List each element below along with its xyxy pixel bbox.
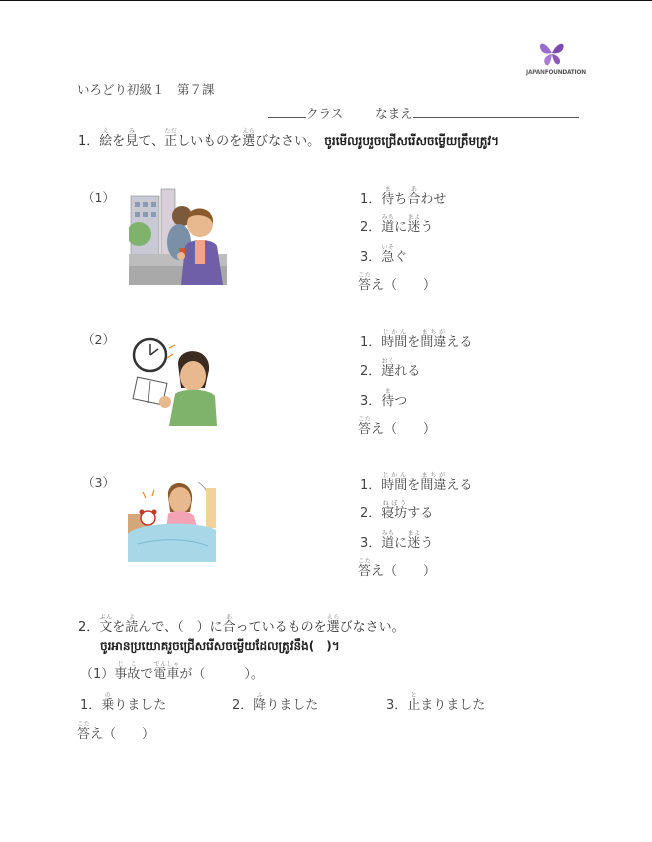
late-man-illustration (131, 336, 217, 426)
option[interactable]: 2．道みちに迷まよう (360, 214, 434, 235)
furigana-word: 待ま (381, 388, 395, 409)
furigana-word: 待ま (381, 186, 395, 207)
furigana-word: 止と (407, 692, 421, 713)
option[interactable]: 2．降ふりました (232, 692, 319, 713)
furigana-word: 時間じかん (381, 329, 408, 350)
option[interactable]: 3．急いそぐ (360, 244, 408, 265)
name-blank[interactable] (413, 104, 579, 118)
answer-label: 答こた (358, 558, 372, 579)
furigana-word: 絵え (99, 128, 113, 149)
furigana-word: 寝坊ねぼう (381, 500, 408, 521)
question-label: （2） (82, 332, 115, 347)
oversleeping-woman-illustration (128, 474, 216, 562)
furigana-word: 間違まちが (420, 329, 447, 350)
class-label: クラス (306, 106, 344, 121)
class-name-line (268, 104, 579, 122)
option[interactable]: 3．止とまりました (386, 692, 486, 713)
furigana-word: 遅おく (381, 358, 395, 379)
furigana-word: 文ぶん (99, 614, 113, 635)
section1-instruction-khmer: ចូរមើលរូបរួចជ្រើសរើសចម្លើយត្រឹមត្រូវ។ (324, 134, 500, 148)
answer-field[interactable]: 答こたえ（ ） (77, 721, 156, 742)
furigana-word: 乗の (101, 692, 115, 713)
option[interactable]: 1．待まち合あわせ (360, 186, 447, 207)
furigana-word: 時間じかん (381, 472, 408, 493)
furigana-word: 読よ (125, 614, 139, 635)
answer-field[interactable]: 答こたえ（ ） (358, 558, 437, 579)
class-blank[interactable] (268, 104, 306, 118)
furigana-word: 合あ (222, 614, 236, 635)
question-label: （3） (82, 475, 115, 490)
answer-field[interactable]: 答こたえ（ ） (358, 272, 437, 293)
option[interactable]: 2．遅おくれる (360, 358, 421, 379)
section2-instruction-text: 文ぶんを読よんで、（ ）に合あっているものを選えらびなさい。 (99, 614, 405, 635)
furigana-word: 道みち (381, 530, 395, 551)
furigana-word: 降ふ (253, 692, 267, 713)
option[interactable]: 2．寝坊ねぼうする (360, 500, 434, 521)
answer-label: 答こた (358, 416, 372, 437)
furigana-word: 正ただ (164, 128, 178, 149)
furigana-word: 選えら (242, 128, 256, 149)
lost-woman-illustration (129, 184, 227, 285)
option[interactable]: 3．道みちに迷まよう (360, 530, 434, 551)
furigana-word: 選えら (326, 614, 340, 635)
furigana-word: 合あ (407, 186, 421, 207)
question-label: （1） (82, 190, 115, 205)
furigana-word: 急いそ (381, 244, 395, 265)
page-top-border (0, 0, 652, 1)
option[interactable]: 1．時間じかんを間違まちがえる (360, 329, 473, 350)
answer-field[interactable]: 答こたえ（ ） (358, 416, 437, 437)
option[interactable]: 1．時間じかんを間違まちがえる (360, 472, 473, 493)
section1-instruction (78, 128, 499, 151)
name-label: なまえ (375, 106, 413, 121)
furigana-word: 迷まよ (407, 530, 421, 551)
section2-number: 2． (78, 620, 100, 635)
furigana-word: 迷まよ (407, 214, 421, 235)
option[interactable]: 3．待まつ (360, 388, 408, 409)
furigana-word: 見み (125, 128, 139, 149)
option[interactable]: 1．乗のりました (80, 692, 167, 713)
furigana-word: 電車でんしゃ (153, 661, 180, 682)
answer-label: 答こた (358, 272, 372, 293)
answer-label: 答こた (77, 721, 91, 742)
section1-number: 1． (78, 134, 100, 149)
furigana-word: 道みち (381, 214, 395, 235)
section2-instruction (78, 614, 405, 635)
lesson-title: いろどり初級１ 第７課 (77, 82, 215, 97)
furigana-word: 間違まちが (420, 472, 447, 493)
section2-question: （1）事故じこで電車でんしゃが（ ）。 (80, 661, 264, 682)
japan-foundation-logo: JAPANFOUNDATION (526, 38, 578, 78)
section1-instruction-text: 絵えを見みて、正ただしいものを選えらびなさい。 (99, 128, 321, 149)
butterfly-logo-icon (535, 38, 569, 68)
furigana-word: 事故じこ (114, 661, 141, 682)
section2-instruction-khmer: ចូរអានប្រយោគរួចជ្រើសរើសចម្លើយដែលត្រូវនឹង( )។ (100, 639, 340, 653)
